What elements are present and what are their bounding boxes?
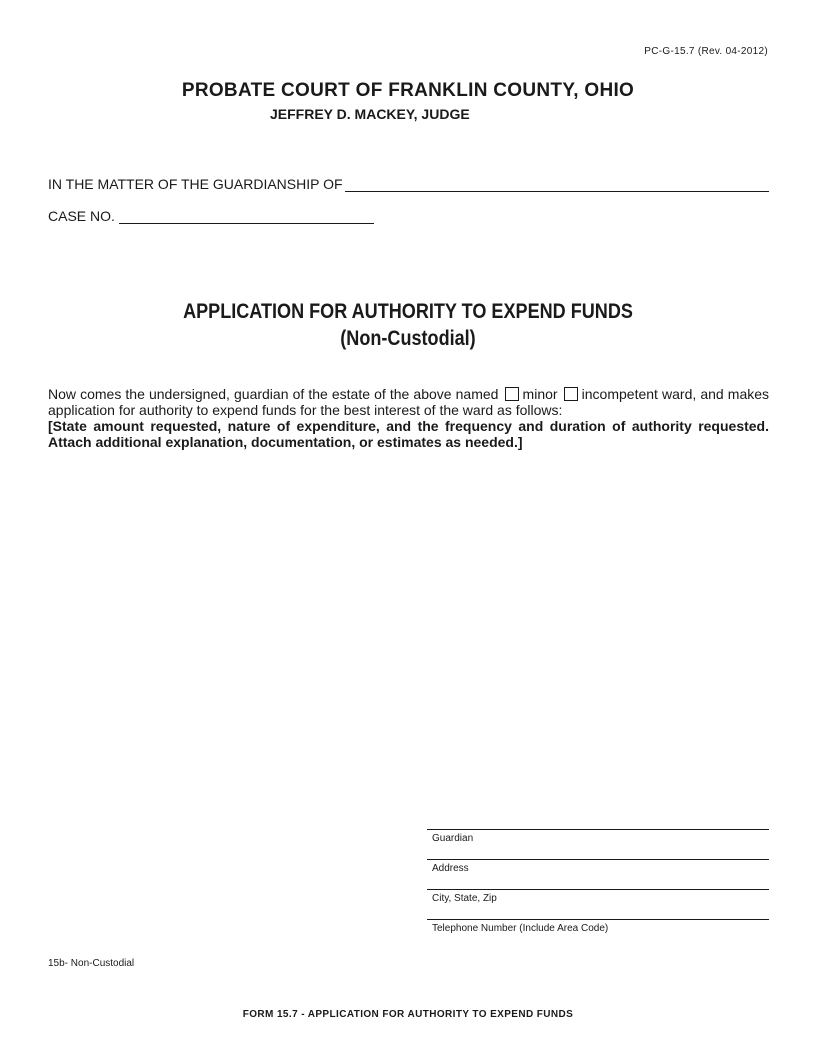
title-line-2: (Non-Custodial) <box>340 327 476 350</box>
incompetent-label: incompetent ward, <box>581 386 697 402</box>
intro-before: Now comes the undersigned, guardian of the estate of the above named <box>48 386 499 402</box>
case-number-field[interactable] <box>119 207 374 224</box>
telephone-label: Telephone Number (Include Area Code) <box>432 923 609 934</box>
guardian-signature-line[interactable] <box>427 829 769 857</box>
form-code: PC-G-15.7 (Rev. 04-2012) <box>644 46 768 57</box>
intro-after: and makes application for authority to expend funds for the best interest of the ward as follows: <box>48 386 770 418</box>
application-body <box>48 386 769 450</box>
court-name: PROBATE COURT OF FRANKLIN COUNTY, OHIO <box>181 80 635 101</box>
ward-name-field[interactable] <box>345 175 769 192</box>
guardian-label: Guardian <box>432 833 474 844</box>
incompetent-checkbox[interactable] <box>564 387 578 401</box>
footer-code: 15b- Non-Custodial <box>48 958 135 969</box>
city-state-zip-line[interactable] <box>427 889 769 917</box>
intro-paragraph <box>48 386 769 418</box>
judge-name: JEFFREY D. MACKEY, JUDGE <box>270 106 470 122</box>
title-line-1: APPLICATION FOR AUTHORITY TO EXPEND FUNDS <box>183 300 633 323</box>
telephone-line[interactable] <box>427 919 769 947</box>
case-number-row <box>48 207 374 224</box>
matter-label: IN THE MATTER OF THE GUARDIANSHIP OF <box>48 176 343 192</box>
minor-label: minor <box>522 386 558 402</box>
form-title <box>57 298 759 352</box>
address-line[interactable] <box>427 859 769 887</box>
guardianship-matter-row <box>48 175 769 192</box>
city-state-zip-label: City, State, Zip <box>432 893 497 904</box>
instructions: [State amount requested, nature of expenditure, and the frequency and duration of authority requested. Attach additional explanation, documentation, or estimates as needed.] <box>48 418 769 450</box>
address-label: Address <box>432 863 469 874</box>
minor-checkbox[interactable] <box>505 387 519 401</box>
footer-title: FORM 15.7 - APPLICATION FOR AUTHORITY TO EXPEND FUNDS <box>242 1009 574 1020</box>
case-label: CASE NO. <box>48 208 115 224</box>
expenditure-explanation-area[interactable] <box>48 458 769 818</box>
